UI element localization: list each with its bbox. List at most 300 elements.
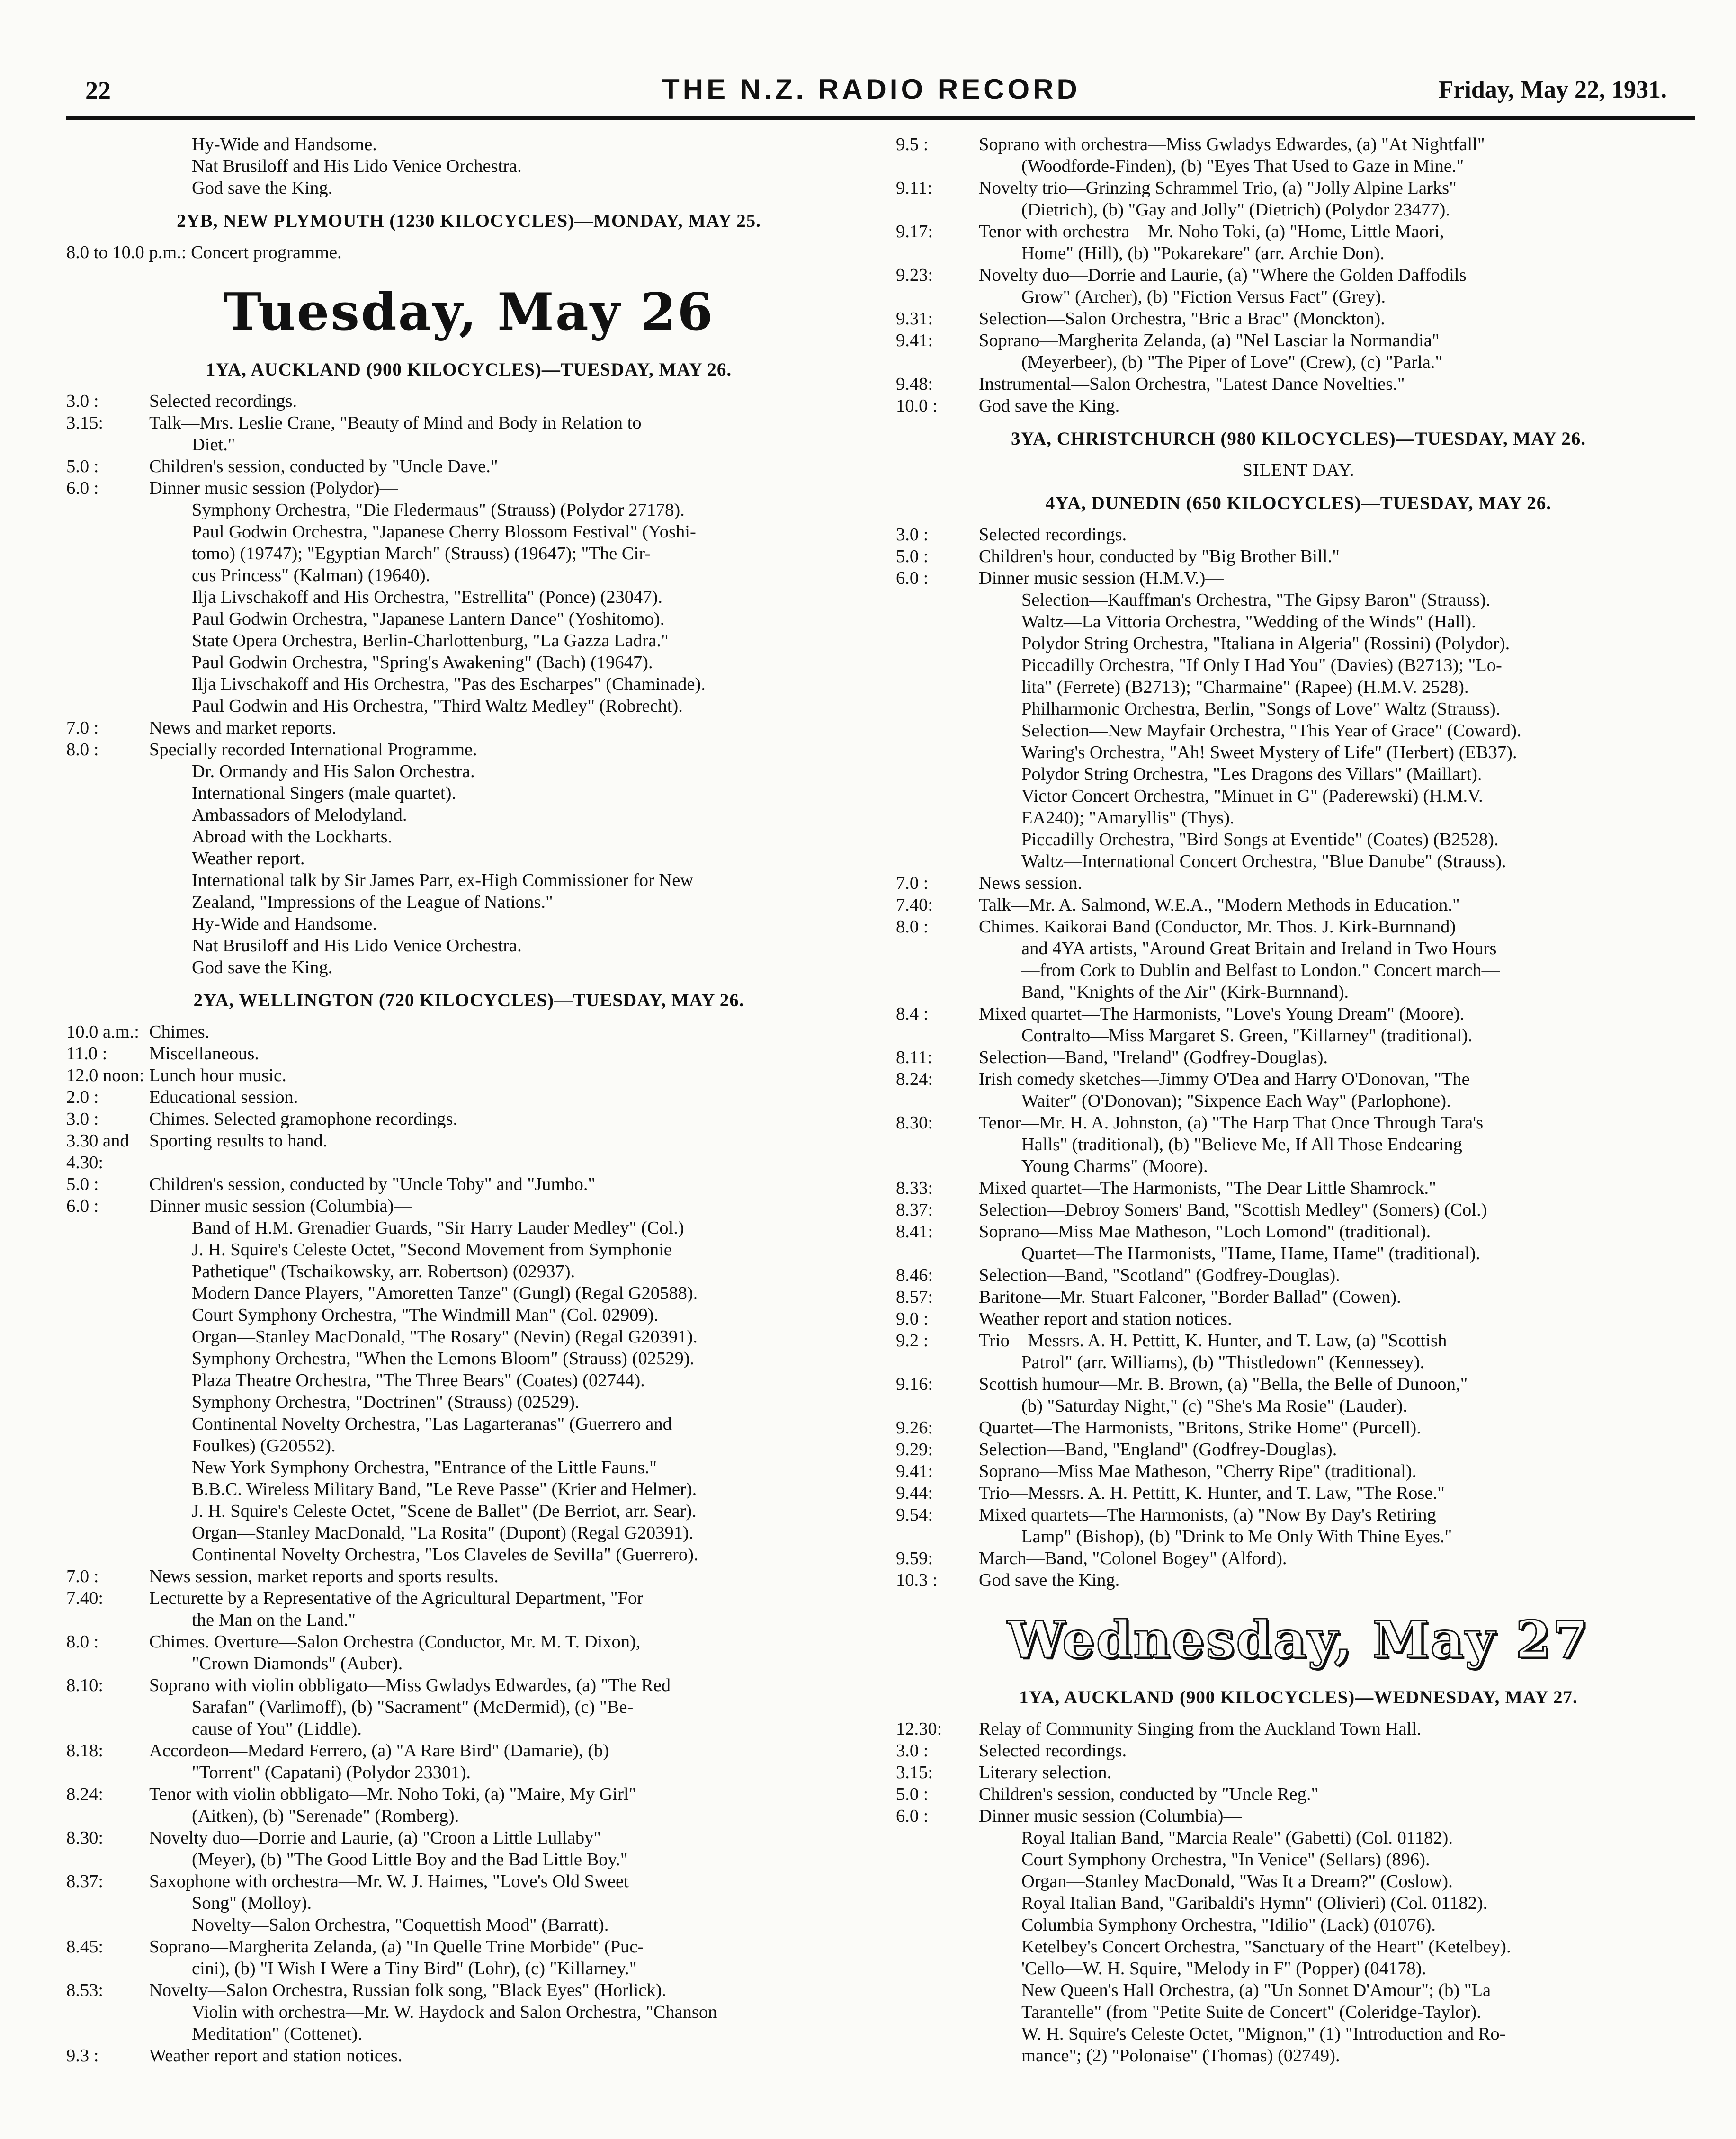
publication-title: THE N.Z. RADIO RECORD: [662, 73, 1081, 105]
schedule-entry: [66, 1979, 871, 2001]
entry-time: 8.33:: [896, 1178, 933, 1198]
page-header: [66, 66, 1676, 118]
entry-time: 8.0 :: [896, 917, 929, 937]
entry-text: News and market reports.: [149, 718, 337, 738]
schedule-entry: [896, 1003, 1701, 1025]
entry-continuation: Plaza Theatre Orchestra, "The Three Bears" (Coates) (02744).: [192, 1370, 645, 1390]
entry-text: Children's session, conducted by "Uncle Toby" and "Jumbo.": [149, 1174, 596, 1194]
entry-continuation: Contralto—Miss Margaret S. Green, "Killarney" (traditional).: [1021, 1026, 1473, 1046]
entry-time: 9.41:: [896, 1461, 933, 1481]
entry-time: 12.0 noon:: [66, 1065, 144, 1085]
entry-text: Mixed quartets—The Harmonists, (a) "Now By Day's Retiring: [979, 1505, 1436, 1525]
entry-continuation: Royal Italian Band, "Marcia Reale" (Gabetti) (Col. 01182).: [1021, 1828, 1453, 1848]
entry-text: Weather report and station notices.: [979, 1309, 1232, 1329]
schedule-entry: [896, 916, 1701, 938]
schedule-entry: [896, 894, 1701, 916]
entry-text: Dinner music session (H.M.V.)—: [979, 568, 1224, 588]
entry-time: 10.0 :: [896, 396, 938, 416]
entry-continuation: Organ—Stanley MacDonald, "La Rosita" (Dupont) (Regal G20391).: [192, 1523, 694, 1543]
entry-text: Educational session.: [149, 1087, 298, 1107]
page-number: 22: [85, 76, 111, 105]
entry-continuation: Zealand, "Impressions of the League of Nations.": [192, 892, 553, 912]
entry-text: Novelty trio—Grinzing Schrammel Trio, (a) "Jolly Alpine Larks": [979, 178, 1457, 198]
entry-text: Selected recordings.: [149, 391, 297, 411]
entry-text: Scottish humour—Mr. B. Brown, (a) "Bella, the Belle of Dunoon,": [979, 1374, 1468, 1394]
entry-continuation: Piccadilly Orchestra, "If Only I Had You" (Davies) (B2713); "Lo-: [1021, 655, 1502, 675]
schedule-entry: [896, 1805, 1701, 1827]
entry-time: 3.0 :: [66, 391, 99, 411]
entry-time: 10.0 a.m.:: [66, 1022, 139, 1042]
entry-continuation: Band of H.M. Grenadier Guards, "Sir Harry Lauder Medley" (Col.): [192, 1218, 684, 1238]
entry-text: Novelty—Salon Orchestra, Russian folk song, "Black Eyes" (Horlick).: [149, 1980, 667, 2000]
entry-continuation: State Opera Orchestra, Berlin-Charlottenburg, "La Gazza Ladra.": [192, 631, 669, 651]
entry-continuation: —from Cork to Dublin and Belfast to London." Concert march—: [1021, 960, 1500, 980]
entry-continuation: EA240); "Amaryllis" (Thys).: [1021, 808, 1235, 828]
schedule-entry: [896, 264, 1701, 286]
entry-time: 8.45:: [66, 1937, 104, 1957]
intro-line: Nat Brusiloff and His Lido Venice Orchestra.: [192, 156, 522, 176]
schedule-entry: [896, 1548, 1701, 1569]
schedule-2ya-continued: [896, 134, 1701, 417]
entry-time: 9.31:: [896, 309, 933, 329]
entry-time: 9.26:: [896, 1418, 933, 1438]
entry-continuation: Diet.": [192, 435, 235, 455]
entry-continuation: Organ—Stanley MacDonald, "The Rosary" (Nevin) (Regal G20391).: [192, 1327, 698, 1347]
entry-time: 8.10:: [66, 1675, 104, 1695]
schedule-entry: [66, 1173, 871, 1195]
entry-continuation: (Dietrich), (b) "Gay and Jolly" (Dietrich) (Polydor 23477).: [1021, 200, 1450, 220]
entry-text: Soprano with violin obbligato—Miss Gwladys Edwardes, (a) "The Red: [149, 1675, 671, 1695]
entry-time: 6.0 :: [896, 568, 929, 588]
entry-time: 8.0 :: [66, 740, 99, 760]
schedule-entry: [66, 1108, 871, 1130]
entry-time: 9.3 :: [66, 2046, 99, 2066]
entry-continuation: (Woodforde-Finden), (b) "Eyes That Used to Gaze in Mine.": [1021, 156, 1464, 176]
entry-continuation: Young Charms" (Moore).: [1021, 1156, 1208, 1176]
schedule-entry: [66, 2045, 871, 2067]
entry-continuation: "Torrent" (Capatani) (Polydor 23301).: [192, 1763, 471, 1782]
schedule-entry: [66, 1195, 871, 1217]
entry-time: 3.15:: [896, 1763, 933, 1782]
entry-text: Selection—Band, "Ireland" (Godfrey-Douglas).: [979, 1047, 1328, 1067]
entry-continuation: 'Cello—W. H. Squire, "Melody in F" (Popper) (04178).: [1021, 1959, 1427, 1978]
entry-continuation: the Man on the Land.": [192, 1610, 356, 1630]
entry-time: 9.16:: [896, 1374, 933, 1394]
entry-continuation: lita" (Ferrete) (B2713); "Charmaine" (Rapee) (H.M.V. 2528).: [1021, 677, 1469, 697]
entry-text: Accordeon—Medard Ferrero, (a) "A Rare Bird" (Damarie), (b): [149, 1741, 609, 1761]
entry-text: Quartet—The Harmonists, "Britons, Strike Home" (Purcell).: [979, 1418, 1421, 1438]
entry-text: Soprano—Margherita Zelanda, (a) "In Quelle Trine Morbide" (Puc-: [149, 1937, 644, 1957]
schedule-entry: [66, 739, 871, 761]
entry-continuation: Symphony Orchestra, "When the Lemons Bloom" (Strauss) (02529).: [192, 1349, 695, 1369]
entry-continuation: Paul Godwin and His Orchestra, "Third Waltz Medley" (Robrecht).: [192, 696, 683, 716]
entry-continuation: Organ—Stanley MacDonald, "Was It a Dream?" (Coslow).: [1021, 1871, 1453, 1891]
schedule-entry: [896, 395, 1701, 417]
entry-time: 3.0 :: [896, 525, 929, 545]
entry-text: Mixed quartet—The Harmonists, "The Dear Little Shamrock.": [979, 1178, 1436, 1198]
schedule-entry: [896, 1718, 1701, 1740]
entry-text: God save the King.: [979, 396, 1120, 416]
entry-continuation: Foulkes) (G20552).: [192, 1436, 336, 1456]
schedule-entry: [896, 1762, 1701, 1783]
entry-text: Talk—Mrs. Leslie Crane, "Beauty of Mind and Body in Relation to: [149, 413, 642, 433]
schedule-entry: [896, 1460, 1701, 1482]
entry-time: 7.40:: [896, 895, 933, 915]
entry-time: 9.2 :: [896, 1331, 929, 1351]
entry-text: Selected recordings.: [979, 525, 1127, 545]
entry-time: 8.53:: [66, 1980, 104, 2000]
entry-time: 9.23:: [896, 265, 933, 285]
entry-time: 8.37:: [896, 1200, 933, 1220]
entry-time: 7.0 :: [66, 718, 99, 738]
schedule-entry: [896, 546, 1701, 567]
entry-text: Novelty duo—Dorrie and Laurie, (a) "Croon a Little Lullaby": [149, 1828, 601, 1848]
entry-text: Chimes. Kaikorai Band (Conductor, Mr. Thos. J. Kirk-Burnnand): [979, 917, 1456, 937]
schedule-entry: [66, 1566, 871, 1587]
entry-time: 10.3 :: [896, 1570, 938, 1590]
entry-text: Children's session, conducted by "Uncle Dave.": [149, 456, 498, 476]
entry-text: Trio—Messrs. A. H. Pettitt, K. Hunter, and T. Law, "The Rose.": [979, 1483, 1445, 1503]
entry-continuation: cus Princess" (Kalman) (19640).: [192, 565, 430, 585]
entry-text: Weather report and station notices.: [149, 2046, 403, 2066]
entry-continuation: (Aitken), (b) "Serenade" (Romberg).: [192, 1806, 459, 1826]
entry-text: Trio—Messrs. A. H. Pettitt, K. Hunter, and T. Law, (a) "Scottish: [979, 1331, 1447, 1351]
entry-time: 5.0 :: [896, 1784, 929, 1804]
schedule-entry: [896, 1047, 1701, 1068]
schedule-entry: [896, 567, 1701, 589]
entry-text: Saxophone with orchestra—Mr. W. J. Haimes, "Love's Old Sweet: [149, 1871, 629, 1891]
entry-time: 6.0 :: [66, 478, 99, 498]
schedule-entry: [896, 1177, 1701, 1199]
entry-time: 8.30:: [66, 1828, 104, 1848]
entry-text: Soprano—Margherita Zelanda, (a) "Nel Lasciar la Normandia": [979, 331, 1440, 350]
entry-continuation: Victor Concert Orchestra, "Minuet in G" (Paderewski) (H.M.V.: [1021, 786, 1483, 806]
entry-text: News session.: [979, 873, 1083, 893]
schedule-entry: [66, 717, 871, 739]
entry-continuation: mance"; (2) "Polonaise" (Thomas) (02749).: [1021, 2046, 1340, 2066]
entry-continuation: International talk by Sir James Parr, ex-High Commissioner for New: [192, 870, 694, 890]
schedule-entry: [66, 1130, 871, 1173]
day-heading-tuesday: Tuesday, May 26: [223, 282, 715, 342]
entry-continuation: Quartet—The Harmonists, "Hame, Hame, Hame" (traditional).: [1021, 1244, 1481, 1263]
entry-continuation: Ilja Livschakoff and His Orchestra, "Estrellita" (Ponce) (23047).: [192, 587, 662, 607]
entry-continuation: Novelty—Salon Orchestra, "Coquettish Mood" (Barratt).: [192, 1915, 609, 1935]
intro-line: God save the King.: [192, 178, 333, 198]
entry-time: 7.40:: [66, 1588, 104, 1608]
entry-continuation: (Meyerbeer), (b) "The Piper of Love" (Crew), (c) "Parla.": [1021, 352, 1443, 372]
entry-time: 3.15:: [66, 413, 104, 433]
header-rule: [66, 116, 1695, 120]
entry-continuation: Paul Godwin Orchestra, "Japanese Cherry Blossom Festival" (Yoshi-: [192, 522, 696, 542]
station-heading-4ya: 4YA, DUNEDIN (650 KILOCYCLES)—TUESDAY, MAY 26.: [1045, 493, 1552, 513]
schedule-entry: [66, 1021, 871, 1043]
schedule-entry: [896, 1417, 1701, 1439]
intro-line: Hy-Wide and Handsome.: [192, 134, 377, 154]
schedule-entry: [66, 1631, 871, 1653]
entry-text: Literary selection.: [979, 1763, 1112, 1782]
schedule-entry: [66, 1674, 871, 1696]
entry-text: Talk—Mr. A. Salmond, W.E.A., "Modern Methods in Education.": [979, 895, 1460, 915]
entry-text: Soprano with orchestra—Miss Gwladys Edwardes, (a) "At Nightfall": [979, 134, 1485, 154]
entry-continuation: B.B.C. Wireless Military Band, "Le Reve Passe" (Krier and Helmer).: [192, 1479, 697, 1499]
entry-continuation: Modern Dance Players, "Amoretten Tanze" (Gungl) (Regal G20588).: [192, 1283, 698, 1303]
entry-time: 9.0 :: [896, 1309, 929, 1329]
entry-text: Irish comedy sketches—Jimmy O'Dea and Harry O'Donovan, "The: [979, 1069, 1470, 1089]
entry-continuation: Philharmonic Orchestra, Berlin, "Songs of Love" Waltz (Strauss).: [1021, 699, 1501, 719]
schedule-entry: [896, 221, 1701, 242]
day-heading-wednesday: Wednesday, May 27: [1007, 1610, 1590, 1670]
entry-continuation: Waltz—La Vittoria Orchestra, "Wedding of the Winds" (Hall).: [1021, 612, 1476, 632]
schedule-entry: [66, 412, 871, 434]
schedule-entry: [896, 1504, 1701, 1526]
entry-time: 9.11:: [896, 178, 932, 198]
entry-time: 12.30:: [896, 1719, 942, 1739]
entry-time: 8.0 :: [66, 1632, 99, 1652]
schedule-entry: [896, 1264, 1701, 1286]
entry-time: 8.37:: [66, 1871, 104, 1891]
right-column: [896, 134, 1701, 2067]
entry-time: 8.46:: [896, 1265, 933, 1285]
entry-text: Dinner music session (Polydor)—: [149, 478, 398, 498]
schedule-entry: [66, 1587, 871, 1609]
entry-continuation: Meditation" (Cottenet).: [192, 2024, 362, 2044]
schedule-entry: [896, 330, 1701, 351]
entry-time: 6.0 :: [896, 1806, 929, 1826]
entry-time: 8.24:: [896, 1069, 933, 1089]
entry-time: 3.0 :: [66, 1109, 99, 1129]
entry-text: Selection—Salon Orchestra, "Bric a Brac" (Monckton).: [979, 309, 1385, 329]
entry-continuation: Halls" (traditional), (b) "Believe Me, If All Those Endearing: [1021, 1135, 1462, 1155]
schedule-entry: [896, 134, 1701, 155]
entry-text: Children's hour, conducted by "Big Brother Bill.": [979, 546, 1340, 566]
entry-continuation: Polydor String Orchestra, "Italiana in Algeria" (Rossini) (Polydor).: [1021, 634, 1510, 653]
entry-time: 7.0 :: [66, 1566, 99, 1586]
entry-continuation: (Meyer), (b) "The Good Little Boy and the Bad Little Boy.": [192, 1850, 628, 1870]
entry-text: Chimes.: [149, 1022, 210, 1042]
entry-time: 9.44:: [896, 1483, 933, 1503]
entry-continuation: Violin with orchestra—Mr. W. Haydock and Salon Orchestra, "Chanson: [192, 2002, 717, 2022]
schedule-entry: [896, 524, 1701, 546]
schedule-entry: [896, 308, 1701, 330]
entry-continuation: W. H. Squire's Celeste Octet, "Mignon," (1) "Introduction and Ro-: [1021, 2024, 1506, 2044]
entry-time: 9.29:: [896, 1440, 933, 1459]
entry-text: Soprano—Miss Mae Matheson, "Loch Lomond" (traditional).: [979, 1222, 1431, 1242]
entry-continuation: Selection—New Mayfair Orchestra, "This Year of Grace" (Coward).: [1021, 721, 1521, 741]
entry-continuation: Ilja Livschakoff and His Orchestra, "Pas des Escharpes" (Chaminade).: [192, 674, 706, 694]
entry-continuation: Waring's Orchestra, "Ah! Sweet Mystery of Life" (Herbert) (EB37).: [1021, 743, 1517, 762]
entry-continuation: Ketelbey's Concert Orchestra, "Sanctuary of the Heart" (Ketelbey).: [1021, 1937, 1511, 1957]
entry-text: Lunch hour music.: [149, 1065, 286, 1085]
entry-continuation: Columbia Symphony Orchestra, "Idilio" (Lack) (01076).: [1021, 1915, 1436, 1935]
entry-continuation: Weather report.: [192, 849, 305, 868]
entry-continuation: Polydor String Orchestra, "Les Dragons des Villars" (Maillart).: [1021, 764, 1482, 784]
entry-continuation: Court Symphony Orchestra, "The Windmill Man" (Col. 02909).: [192, 1305, 659, 1325]
entry-text: Tenor with orchestra—Mr. Noho Toki, (a) "Home, Little Maori,: [979, 222, 1444, 242]
entry-time: 6.0 :: [66, 1196, 99, 1216]
schedule-entry: [66, 242, 871, 263]
entry-text: Lecturette by a Representative of the Agricultural Department, "For: [149, 1588, 644, 1608]
schedule-2ya: [66, 1021, 871, 2067]
entry-time: 3.30 and 4.30:: [66, 1131, 129, 1172]
schedule-entry: [66, 456, 871, 477]
entry-continuation: New York Symphony Orchestra, "Entrance of the Little Fauns.": [192, 1458, 657, 1477]
entry-time: 8.41:: [896, 1222, 933, 1242]
entry-time: 9.41:: [896, 331, 933, 350]
schedule-entry: [896, 1373, 1701, 1395]
entry-continuation: Grow" (Archer), (b) "Fiction Versus Fact" (Grey).: [1021, 287, 1386, 307]
entry-continuation: "Crown Diamonds" (Auber).: [192, 1654, 403, 1674]
station-heading-1ya: 1YA, AUCKLAND (900 KILOCYCLES)—TUESDAY, MAY 26.: [206, 359, 732, 380]
entry-time: 9.48:: [896, 374, 933, 394]
schedule-entry: [896, 1068, 1701, 1090]
entry-text: Novelty duo—Dorrie and Laurie, (a) "Where the Golden Daffodils: [979, 265, 1467, 285]
entry-continuation: tomo) (19747); "Egyptian March" (Strauss) (19647); "The Cir-: [192, 544, 651, 564]
entry-continuation: Paul Godwin Orchestra, "Spring's Awakening" (Bach) (19647).: [192, 653, 653, 672]
entry-text: News session, market reports and sports results.: [149, 1566, 499, 1586]
entry-time: 5.0 :: [66, 1174, 99, 1194]
schedule-entry: [896, 1740, 1701, 1762]
entry-time: 8.0 to 10.0 p.m.: Concert programme.: [66, 242, 342, 262]
schedule-entry: [66, 1086, 871, 1108]
entry-continuation: and 4YA artists, "Around Great Britain and Ireland in Two Hours: [1021, 939, 1497, 958]
entry-continuation: Sarafan" (Varlimoff), (b) "Sacrament" (McDermid), (c) "Be-: [192, 1697, 634, 1717]
entry-continuation: International Singers (male quartet).: [192, 783, 456, 803]
schedule-entry: [896, 1308, 1701, 1330]
schedule-entry: [896, 1439, 1701, 1460]
entry-continuation: Court Symphony Orchestra, "In Venice" (Sellars) (896).: [1021, 1850, 1430, 1870]
entry-continuation: Waiter" (O'Donovan); "Sixpence Each Way" (Parlophone).: [1021, 1091, 1451, 1111]
entry-time: 7.0 :: [896, 873, 929, 893]
entry-text: God save the King.: [979, 1570, 1120, 1590]
entry-continuation: Selection—Kauffman's Orchestra, "The Gipsy Baron" (Strauss).: [1021, 590, 1491, 610]
schedule-entry: [66, 1043, 871, 1065]
station-heading-3ya: 3YA, CHRISTCHURCH (980 KILOCYCLES)—TUESDAY, MAY 26.: [1011, 429, 1586, 449]
entry-text: Chimes. Selected gramophone recordings.: [149, 1109, 458, 1129]
entry-text: Selection—Debroy Somers' Band, "Scottish Medley" (Somers) (Col.): [979, 1200, 1487, 1220]
entry-text: Children's session, conducted by "Uncle Reg.": [979, 1784, 1319, 1804]
entry-text: Selection—Band, "England" (Godfrey-Douglas).: [979, 1440, 1337, 1459]
entry-continuation: Ambassadors of Melodyland.: [192, 805, 407, 825]
schedule-entry: [896, 1199, 1701, 1221]
schedule-entry: [896, 1482, 1701, 1504]
entry-time: 8.30:: [896, 1113, 933, 1133]
issue-date: Friday, May 22, 1931.: [1438, 76, 1667, 103]
entry-continuation: Patrol" (arr. Williams), (b) "Thistledown" (Kennessey).: [1021, 1352, 1425, 1372]
entry-text: Relay of Community Singing from the Auckland Town Hall.: [979, 1719, 1422, 1739]
entry-text: Baritone—Mr. Stuart Falconer, "Border Ballad" (Cowen).: [979, 1287, 1401, 1307]
entry-time: 8.11:: [896, 1047, 932, 1067]
entry-time: 8.57:: [896, 1287, 933, 1307]
silent-day-note: SILENT DAY.: [1242, 460, 1355, 480]
entry-continuation: Continental Novelty Orchestra, "Los Claveles de Sevilla" (Guerrero).: [192, 1545, 698, 1565]
entry-time: 9.54:: [896, 1505, 933, 1525]
entry-text: Specially recorded International Programme.: [149, 740, 477, 760]
intro-block: [66, 134, 871, 199]
station-heading-2ya: 2YA, WELLINGTON (720 KILOCYCLES)—TUESDAY, MAY 26.: [193, 990, 744, 1011]
schedule-entry: [896, 1286, 1701, 1308]
schedule-entry: [66, 477, 871, 499]
entry-continuation: Continental Novelty Orchestra, "Las Lagarteranas" (Guerrero and: [192, 1414, 672, 1434]
entry-continuation: Abroad with the Lockharts.: [192, 827, 393, 847]
schedule-1ya: [66, 390, 871, 978]
entry-continuation: Paul Godwin Orchestra, "Japanese Lantern Dance" (Yoshitomo).: [192, 609, 665, 629]
entry-time: 3.0 :: [896, 1741, 929, 1761]
schedule-entry: [896, 177, 1701, 199]
schedule-4ya: [896, 524, 1701, 1591]
entry-time: 9.17:: [896, 222, 933, 242]
entry-continuation: Pathetique" (Tschaikowsky, arr. Robertson) (02937).: [192, 1262, 575, 1281]
entry-continuation: Tarantelle" (from "Petite Suite de Concert" (Coleridge-Taylor).: [1021, 2002, 1481, 2022]
schedule-entry: [66, 390, 871, 412]
entry-text: Dinner music session (Columbia)—: [979, 1806, 1242, 1826]
schedule-entry: [66, 1936, 871, 1958]
entry-continuation: Home" (Hill), (b) "Pokarekare" (arr. Archie Don).: [1021, 243, 1385, 263]
entry-text: Soprano—Miss Mae Matheson, "Cherry Ripe" (traditional).: [979, 1461, 1417, 1481]
schedule-entry: [896, 872, 1701, 894]
entry-text: Chimes. Overture—Salon Orchestra (Conductor, Mr. M. T. Dixon),: [149, 1632, 641, 1652]
entry-time: 8.24:: [66, 1784, 104, 1804]
entry-time: 5.0 :: [66, 456, 99, 476]
entry-text: Sporting results to hand.: [149, 1131, 328, 1151]
entry-continuation: Song" (Molloy).: [192, 1893, 312, 1913]
schedule-entry: [896, 1569, 1701, 1591]
entry-continuation: Piccadilly Orchestra, "Bird Songs at Eventide" (Coates) (B2528).: [1021, 830, 1499, 850]
schedule-entry: [66, 1740, 871, 1762]
entry-continuation: J. H. Squire's Celeste Octet, "Second Movement from Symphonie: [192, 1240, 672, 1260]
entry-continuation: Dr. Ormandy and His Salon Orchestra.: [192, 761, 475, 781]
entry-continuation: Lamp" (Bishop), (b) "Drink to Me Only With Thine Eyes.": [1021, 1527, 1452, 1547]
entry-continuation: God save the King.: [192, 958, 333, 977]
schedule-entry: [896, 373, 1701, 395]
entry-text: Miscellaneous.: [149, 1044, 260, 1064]
entry-text: Tenor—Mr. H. A. Johnston, (a) "The Harp That Once Through Tara's: [979, 1113, 1484, 1133]
entry-text: Tenor with violin obbligato—Mr. Noho Toki, (a) "Maire, My Girl": [149, 1784, 636, 1804]
entry-continuation: Nat Brusiloff and His Lido Venice Orchestra.: [192, 936, 522, 956]
entry-time: 2.0 :: [66, 1087, 99, 1107]
entry-continuation: cini), (b) "I Wish I Were a Tiny Bird" (Lohr), (c) "Killarney.": [192, 1959, 637, 1978]
entry-time: 11.0 :: [66, 1044, 107, 1064]
station-heading-2yb: 2YB, NEW PLYMOUTH (1230 KILOCYCLES)—MONDAY, MAY 25.: [177, 211, 761, 231]
entry-continuation: J. H. Squire's Celeste Octet, "Scene de Ballet" (De Berriot, arr. Sear).: [192, 1501, 697, 1521]
schedule-entry: [896, 1330, 1701, 1351]
entry-continuation: New Queen's Hall Orchestra, (a) "Un Sonnet D'Amour"; (b) "La: [1021, 1980, 1491, 2000]
entry-continuation: Symphony Orchestra, "Die Fledermaus" (Strauss) (Polydor 27178).: [192, 500, 685, 520]
entry-continuation: Symphony Orchestra, "Doctrinen" (Strauss) (02529).: [192, 1392, 580, 1412]
schedule-entry: [896, 1783, 1701, 1805]
schedule-entry: [66, 1871, 871, 1892]
entry-continuation: Hy-Wide and Handsome.: [192, 914, 377, 934]
entry-text: Mixed quartet—The Harmonists, "Love's Young Dream" (Moore).: [979, 1004, 1465, 1024]
schedule-entry: [66, 1827, 871, 1849]
schedule-entry: [896, 1221, 1701, 1243]
entry-text: Instrumental—Salon Orchestra, "Latest Dance Novelties.": [979, 374, 1405, 394]
entry-continuation: Band, "Knights of the Air" (Kirk-Burnnand).: [1021, 982, 1349, 1002]
entry-time: 5.0 :: [896, 546, 929, 566]
entry-text: Selected recordings.: [979, 1741, 1127, 1761]
schedule-1ya-wednesday: [896, 1718, 1701, 2067]
entry-continuation: (b) "Saturday Night," (c) "She's Ma Rosie" (Lauder).: [1021, 1396, 1408, 1416]
schedule-2yb: [66, 242, 871, 263]
entry-time: 8.18:: [66, 1741, 104, 1761]
entry-time: 9.59:: [896, 1548, 933, 1568]
station-heading-1ya-wednesday: 1YA, AUCKLAND (900 KILOCYCLES)—WEDNESDAY, MAY 27.: [1019, 1687, 1578, 1708]
schedule-entry: [896, 1112, 1701, 1134]
entry-continuation: Royal Italian Band, "Garibaldi's Hymn" (Olivieri) (Col. 01182).: [1021, 1893, 1488, 1913]
entry-text: Dinner music session (Columbia)—: [149, 1196, 412, 1216]
schedule-entry: [66, 1065, 871, 1086]
entry-continuation: Waltz—International Concert Orchestra, "Blue Danube" (Strauss).: [1021, 851, 1506, 871]
entry-text: Selection—Band, "Scotland" (Godfrey-Douglas).: [979, 1265, 1340, 1285]
